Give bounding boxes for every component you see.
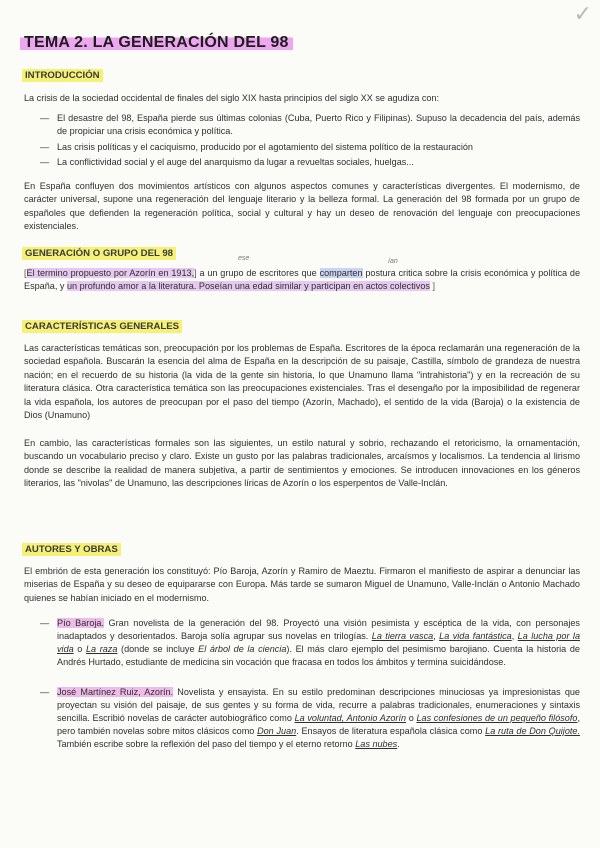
intro-lead: La crisis de la sociedad occidental de finales del siglo XIX hasta principios del siglo XX se agudiza con:	[24, 93, 440, 103]
handwritten-note: ese	[238, 255, 250, 262]
heading-introduccion: INTRODUCCIÓN	[22, 69, 103, 82]
list-item	[40, 156, 580, 169]
dash-bullet: —	[40, 687, 50, 697]
work-title: Las nubes	[355, 739, 398, 749]
text-run: También escribe sobre la reflexión del paso del tiempo y el eterno retorno	[57, 739, 356, 749]
page-title: TEMA 2. LA GENERACIÓN DEL 98	[20, 34, 293, 52]
text-run: ,	[433, 631, 440, 641]
text-run: o	[406, 713, 417, 723]
heading-grupo: GENERACIÓN O GRUPO DEL 98	[22, 247, 176, 260]
author-name: José Martínez Ruiz, Azorín.	[57, 687, 174, 697]
heading-caracteristicas: CARACTERÍSTICAS GENERALES	[22, 320, 182, 333]
check-mark-icon: ✓	[573, 2, 592, 27]
bullet-text: La conflictividad social y el auge del anarquismo da lugar a revueltas sociales, huelgas...	[57, 157, 414, 167]
text-run: ). El más claro ejemplo del pesimismo barojiano. Cuenta la historia de Andrés Hurtado, estudiante de medicina sin vocación que fracasa en todos los ámbitos y termina suicidándose.	[57, 644, 580, 667]
text-run: , pero también novelas sobre mitos clásicos como	[57, 713, 580, 736]
text-run: ,	[511, 631, 518, 641]
work-title: Don Juan	[257, 726, 297, 736]
paragraph-text: postura critica sobre la crisis económica y política de España, y	[24, 268, 581, 292]
dash-bullet: —	[40, 618, 50, 628]
work-title: Las confesiones de un pequeño filósofo	[416, 713, 578, 723]
work-title: La tierra vasca	[371, 631, 434, 641]
work-title: La lucha por la vida	[57, 631, 581, 654]
dash-bullet: —	[40, 157, 50, 167]
author-name: Pío Baroja.	[57, 618, 104, 628]
list-item-azorin	[40, 686, 580, 751]
work-title: La raza	[85, 644, 118, 654]
dash-bullet: —	[40, 113, 50, 123]
handwritten-note: ían	[388, 258, 398, 265]
dash-bullet: —	[40, 142, 50, 152]
caracteristicas-paragraph-2: En cambio, las características formales son las siguientes, un estilo natural y sobrio, rechazando el retoricismo, la ornamentación, buscando un vocabulario preciso y claro. Existe un gusto por las palabras tradicionales, arcaísmos y localismos. La tendencia al lirismo donde se describe la realidad de manera subjetiva, a partir de sentimientos y emociones. Se introducen innovaciones en los géneros literarios, las "nivolas" de Unamuno, las descripciones líricas de Azorín o los esperpentos de Valle-Inclán.	[24, 438, 580, 489]
highlighted-text: un profundo amor a la literatura. Poseían una edad similar y participan en actos colectivos	[66, 281, 430, 292]
text-run: .	[397, 739, 400, 749]
autores-paragraph: El embrión de esta generación los constituyó: Pío Baroja, Azorín y Ramiro de Maeztu. Firmaron el manifiesto de aspirar a denunciar las miserias de España y su deseo de equipararse con Europa. Más tarde se sumaron Miguel de Unamuno, Valle-Inclán o Antonio Machado quienes se habían iniciado en el modernismo.	[24, 566, 580, 603]
bullet-text	[57, 617, 580, 669]
grupo-paragraph: [El termino propuesto por Azorín en 1913,] a un grupo de escritores que comparten postura critica sobre la crisis económica y política de España, y un profundo amor a la literatura. Poseían una edad similar y participan en actos colectivos ]	[24, 268, 581, 292]
work-title: La ruta de Don Quijote.	[485, 726, 580, 736]
heading-autores: AUTORES Y OBRAS	[22, 543, 121, 556]
work-title: La vida fantástica	[439, 631, 512, 641]
list-item-baroja	[40, 617, 580, 669]
text-run: o	[73, 644, 86, 654]
work-title: La voluntad, Antonio Azorín	[294, 713, 407, 723]
bullet-text	[57, 686, 580, 751]
bullet-text: El desastre del 98, España pierde sus últimas colonias (Cuba, Puerto Rico y Filipinas). Supuso la decadencia del país, además de propiciar una crisis económica y política.	[57, 113, 580, 136]
text-run: Gran novelista de la generación del 98. Proyectó una visión pesimista y escéptica de la vida, con personajes inadaptados y desorientados. Baroja solía agrupar sus novelas en trilogías.	[57, 618, 580, 641]
work-title: El árbol de la ciencia	[198, 644, 287, 654]
caracteristicas-paragraph-1: Las características temáticas son, preocupación por los problemas de España. Escritores de la época reclamarán una regeneración de la sociedad española. Buscarán la esencia del alma de España en la descripción de su paisaje, Castilla, símbolo de grandeza de nuestra nación; en el recuerdo de su historia (la vida de la gente sin historia, lo que Unamuno llama "intrahistoria") y en la recreación de su literatura clásica. Otra característica temática son las preocupaciones existenciales. Tras el desengaño por la imposibilidad de regenerar la vida española, los autores de preocupan por el paso del tiempo (Azorín, Machado), el sentido de la vida (Baroja) o la existencia de Dios (Unamuno)	[24, 343, 580, 421]
bullet-text: Las crisis políticas y el caciquismo, producido por el agotamiento del sistema político de la restauración	[57, 142, 473, 152]
highlighted-text: El termino propuesto por Azorín en 1913,	[26, 268, 195, 278]
text-run: (donde se incluye	[117, 644, 199, 654]
list-item	[40, 112, 580, 138]
highlighted-text: comparten	[319, 268, 363, 278]
list-item	[40, 141, 580, 154]
text-run: Novelista y ensayista. En su estilo predominan descripciones minuciosas ya impresionistas que proyectan su visión del paisaje, de sus gentes y su forma de vida, recurre a palabras tradicionales, enumeraciones y sintaxis sencilla. Escribió novelas de carácter autobiográfico como	[57, 687, 580, 723]
text-run: . Ensayos de literatura española clásica como	[296, 726, 486, 736]
paragraph-text: a un grupo de escritores que	[196, 268, 320, 278]
intro-paragraph: En España confluyen dos movimientos artísticos con algunos aspectos comunes y características divergentes. El modernismo, de carácter universal, supone una regeneración del lenguaje literario y la belleza formal. La generación del 98 formada por un grupo de españoles que defienden la regeneración política, social y cultural y hay un deseo de renovación del lenguaje con preocupaciones existenciales.	[24, 181, 580, 232]
